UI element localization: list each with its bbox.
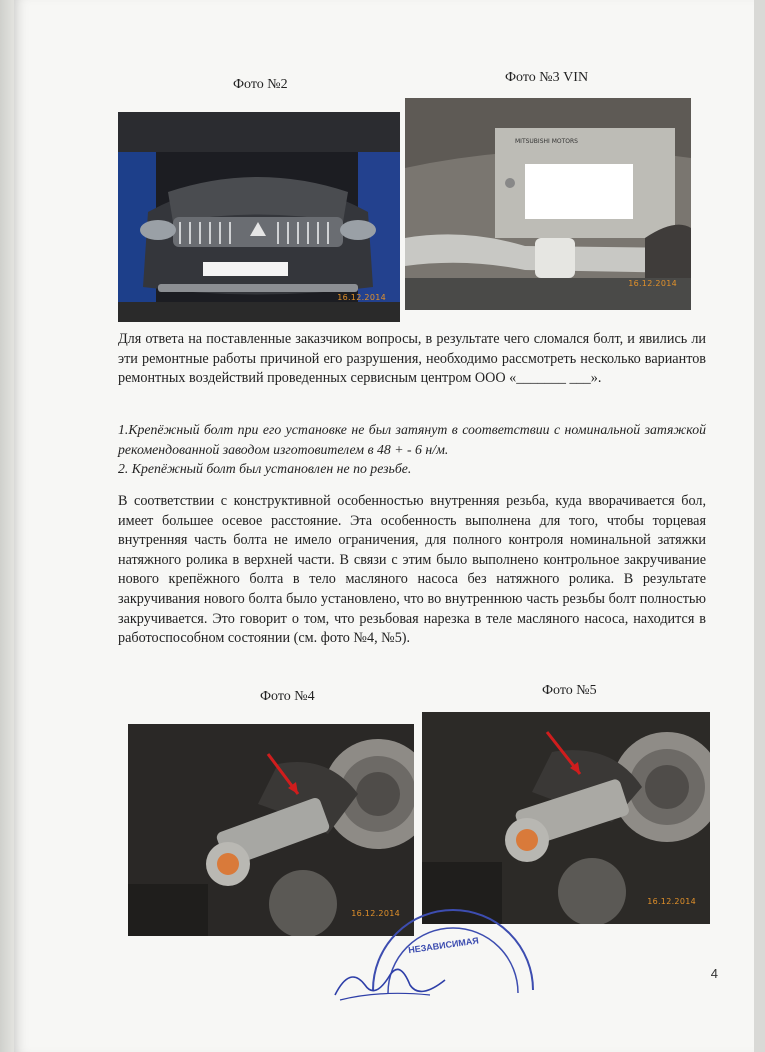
paragraph-intro-text: Для ответа на поставленные заказчиком вопросы, в результате чего сломался болт, и явились ли эти ремонтные работы причиной его разрушения, необходимо рассмотреть несколько вариантов ремонтных воздействий проведенных сервисным центром ООО «_______ ___». — [118, 331, 706, 387]
page-number: 4 — [710, 966, 718, 981]
photo-2-car-front — [118, 112, 400, 322]
photo-2-date: 16.12.2014 — [337, 293, 386, 302]
caption-photo-4: Фото №4 — [260, 689, 315, 704]
page-edge — [0, 0, 14, 1052]
vin-plate-text: MITSUBISHI MOTORS — [515, 138, 578, 145]
photo-3-vin — [405, 98, 691, 310]
paragraph-analysis-text: В соответствии с конструктивной особенностью внутренняя резьба, куда вворачивается бол, имеет большее осевое расстояние. Эта особенность выполнена для того, чтобы торцевая внутренняя часть болта не имело ограничения, для полного контроля номинальной затяжки натяжного ролика в верхней части. В связи с этим было выполнено контрольное закручивание нового крепёжного болта в тело масляного насоса без натяжного ролика. В результате закручивания нового болта было установлено, что во внутреннюю часть резьбы болт полностью закручивается. Это говорит о том, что резьбовая нарезка в теле масляного насоса, находится в работоспособном состоянии (см. фото №4, №5). — [118, 493, 706, 647]
photo-4-date: 16.12.2014 — [351, 909, 400, 918]
hypotheses — [118, 420, 706, 479]
signature — [330, 955, 450, 1005]
caption-photo-5: Фото №5 — [542, 683, 597, 698]
photo-5-date: 16.12.2014 — [647, 897, 696, 906]
paragraph-analysis — [118, 492, 706, 649]
seal-text: НЕЗАВИСИМАЯ — [407, 935, 480, 956]
caption-photo-2: Фото №2 — [233, 77, 288, 92]
photo-3-date: 16.12.2014 — [628, 279, 677, 288]
hypothesis-2: 2. Крепёжный болт был установлен не по резьбе. — [118, 461, 412, 477]
photo-5-bolt — [422, 712, 710, 924]
hypothesis-1: 1.Крепёжный болт при его установке не был затянут в соответствии с номинальной затяжкой рекомендованной заводом изготовителем в 48 + - 6 н/м. — [118, 422, 706, 457]
paragraph-intro — [118, 330, 706, 389]
caption-photo-3: Фото №3 VIN — [505, 70, 589, 85]
